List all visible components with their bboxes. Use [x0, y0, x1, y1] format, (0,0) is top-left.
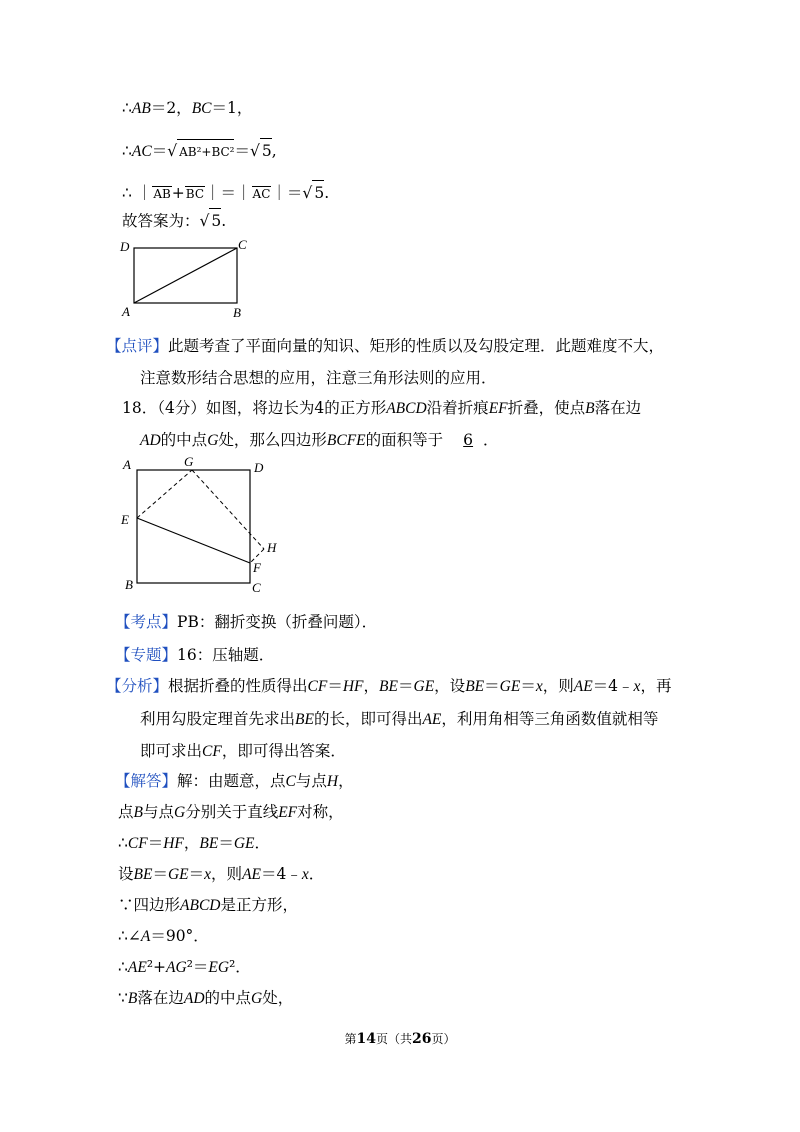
label-e: E — [121, 512, 129, 527]
label-h: H — [267, 540, 277, 555]
solution-line-ac: ∴AC＝√ AB²+BC²＝√ 5, — [122, 138, 277, 164]
label-d: D — [254, 460, 264, 475]
kaodian-line: 【考点】PB：翻折变换（折叠问题）． — [115, 613, 378, 631]
jieda-line-8: ∵B落在边AD的中点G处， — [118, 989, 294, 1007]
jieda-line-3: ∴CF＝HF，BE＝GE． — [118, 834, 271, 852]
jieda-line-4: 设BE＝GE＝x，则AE＝4﹣x． — [118, 865, 325, 883]
question-18-line-2: AD的中点G处，那么四边形BCFE的面积等于 6 ． — [140, 431, 499, 449]
label-a: A — [123, 457, 131, 472]
zhuanti-line: 【专题】16：压轴题． — [115, 646, 275, 664]
label-d: D — [120, 239, 130, 254]
label-c: C — [252, 580, 261, 595]
label-g: G — [184, 456, 194, 469]
dashed-gh — [192, 470, 264, 549]
fenxi-line-2: 利用勾股定理首先求出BE的长，即可得出AE，利用角相等三角函数值就相等 — [140, 710, 659, 728]
page-footer: 第14页（共26页） — [344, 1031, 456, 1047]
comment-line-2: 注意数形结合思想的应用，注意三角形法则的应用． — [140, 369, 497, 387]
solution-line-answer: 故答案为：√ 5. — [122, 208, 226, 233]
solution-line-ab-bc: ∴AB＝2，BC＝1， — [122, 99, 253, 117]
fenxi-tag: 【分析】 — [106, 677, 169, 695]
jieda-line-6: ∴∠A＝90°． — [118, 927, 209, 945]
solution-line-vectors: ∴ ｜AB+BC｜＝｜AC｜＝√ 5. — [122, 180, 329, 205]
fenxi-line-1: 【分析】根据折叠的性质得出CF＝HF，BE＝GE，设BE＝GE＝x，则AE＝4﹣x，再 — [106, 677, 672, 695]
jieda-line-7: ∴AE²+AG²＝EG²． — [118, 958, 251, 976]
label-b: B — [233, 305, 241, 320]
rectangle-figure — [112, 236, 262, 322]
current-page-number: 14 — [356, 1031, 376, 1047]
label-c: C — [238, 237, 247, 252]
jieda-line-1: 【解答】解：由题意，点C与点H， — [115, 772, 354, 790]
label-f: F — [253, 560, 261, 575]
jieda-tag: 【解答】 — [115, 772, 178, 790]
jieda-line-5: ∵四边形ABCD是正方形， — [118, 896, 298, 914]
question-18-line-1: 18．（4分）如图，将边长为4的正方形ABCD沿着折痕EF折叠，使点B落在边 — [122, 399, 642, 417]
label-a: A — [122, 304, 130, 319]
label-b: B — [125, 577, 133, 592]
diagonal-ac — [134, 248, 237, 303]
kaodian-tag: 【考点】 — [115, 613, 178, 631]
fold-line-ef — [137, 518, 250, 563]
total-page-number: 26 — [412, 1031, 432, 1047]
answer-blank: 6 — [463, 431, 474, 449]
jieda-line-2: 点B与点G分别关于直线EF对称， — [118, 803, 344, 821]
square-abcd — [137, 470, 250, 583]
zhuanti-tag: 【专题】 — [115, 646, 178, 664]
comment-tag: 【点评】 — [106, 337, 169, 355]
fenxi-line-3: 即可求出CF，即可得出答案． — [140, 742, 346, 760]
comment-line-1: 【点评】此题考查了平面向量的知识、矩形的性质以及勾股定理．此题难度不大， — [106, 337, 665, 355]
dashed-eg — [137, 470, 192, 518]
folded-square-figure — [112, 456, 292, 598]
